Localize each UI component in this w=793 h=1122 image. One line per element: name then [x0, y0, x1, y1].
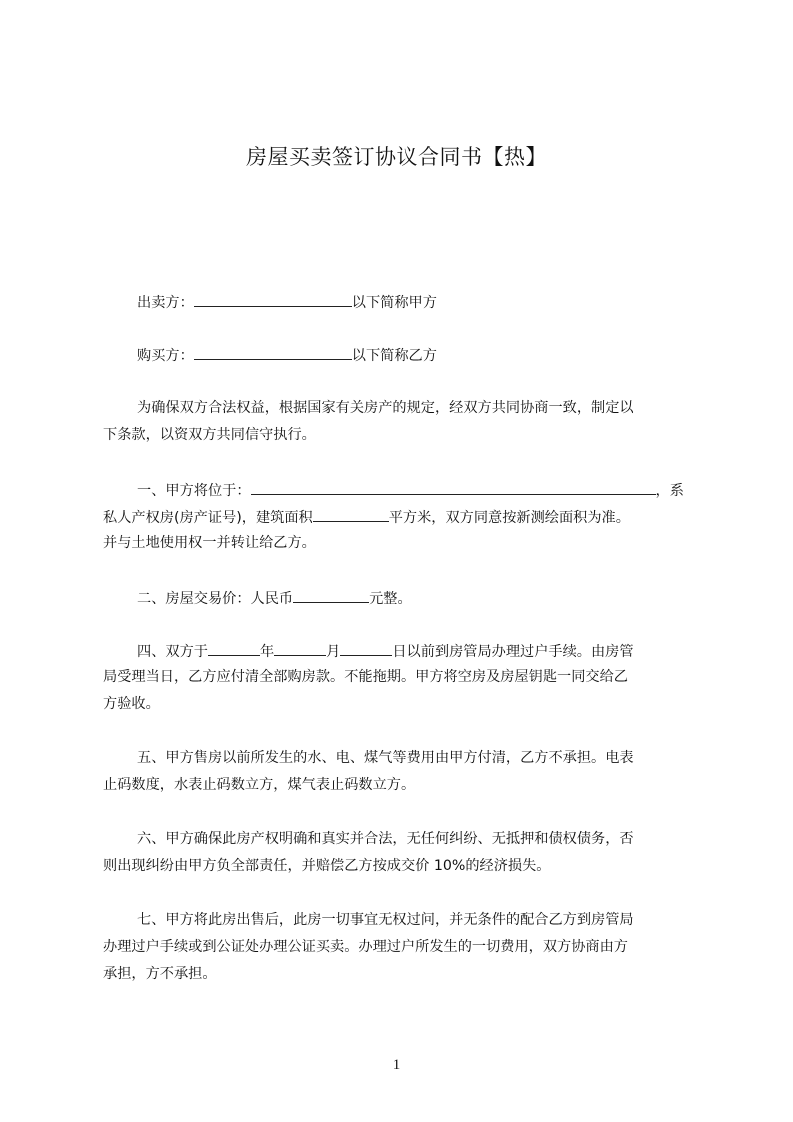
seller-label: 出卖方： — [137, 295, 194, 311]
clause-7-line-2: 办理过户手续或到公证处办理公证买卖。办理过户所发生的一切费用，双方协商由方 — [103, 939, 628, 955]
clause-4-line-1 — [137, 640, 703, 662]
year-blank — [208, 640, 260, 656]
month-blank — [274, 640, 326, 656]
clause-4-prefix: 四、双方于 — [137, 644, 208, 660]
clause-1-line-3: 并与土地使用权一并转让给乙方。 — [103, 535, 316, 551]
month-label: 月 — [326, 644, 341, 660]
property-location-blank — [251, 479, 656, 495]
clause-1-area-label: 私人产权房(房产证号)，建筑面积 — [103, 510, 313, 526]
seller-suffix: 以下简称甲方 — [351, 295, 437, 311]
clause-1-suffix: ，系 — [655, 483, 684, 499]
intro-line-1: 为确保双方合法权益，根据国家有关房产的规定，经双方共同协商一致，制定以 — [137, 400, 634, 416]
clause-4-line-2: 局受理当日，乙方应付清全部购房款。不能拖期。甲方将空房及房屋钥匙一同交给乙 — [103, 669, 628, 685]
clause-7-line-1: 七、甲方将此房出售后，此房一切事宜无权过问，并无条件的配合乙方到房管局 — [137, 912, 634, 928]
clause-2-price-label: 二、房屋交易价：人民币 — [137, 591, 294, 607]
year-label: 年 — [259, 644, 275, 660]
clause-4-line-3: 方验收。 — [103, 696, 160, 712]
buyer-suffix: 以下简称乙方 — [351, 348, 437, 364]
clause-1-area-suffix: 平方米，双方同意按新测绘面积为准。 — [388, 510, 630, 526]
seller-line — [137, 291, 703, 313]
clause-1-location-label: 一、甲方将位于： — [137, 483, 251, 499]
clause-1-line-1 — [137, 479, 703, 501]
day-blank — [340, 640, 392, 656]
clause-6-line-2: 则出现纠纷由甲方负全部责任，并赔偿乙方按成交价 10%的经济损失。 — [103, 858, 551, 874]
clause-6-line-1: 六、甲方确保此房产权明确和真实并合法，无任何纠纷、无抵押和债权债务，否 — [137, 831, 634, 847]
intro-line-2: 下条款，以资双方共同信守执行。 — [103, 427, 316, 443]
price-blank — [293, 587, 369, 603]
buyer-label: 购买方： — [137, 348, 194, 364]
buyer-line — [137, 344, 703, 366]
clause-2-suffix: 元整。 — [369, 591, 412, 607]
clause-5-line-1: 五、甲方售房以前所发生的水、电、煤气等费用由甲方付清，乙方不承担。电表 — [137, 750, 634, 766]
clause-1-line-2 — [103, 506, 703, 528]
clause-5-line-2: 止码数度，水表止码数立方，煤气表止码数立方。 — [103, 777, 416, 793]
document-title: 房屋买卖签订协议合同书【热】 — [246, 145, 547, 169]
clause-4-suffix: 日以前到房管局办理过户手续。由房管 — [392, 644, 634, 660]
clause-2-line — [137, 587, 703, 609]
seller-name-blank — [194, 291, 352, 307]
clause-7-line-3: 承担，方不承担。 — [103, 966, 217, 982]
buyer-name-blank — [194, 344, 352, 360]
page-number: 1 — [392, 1057, 401, 1073]
building-area-blank — [313, 506, 389, 522]
